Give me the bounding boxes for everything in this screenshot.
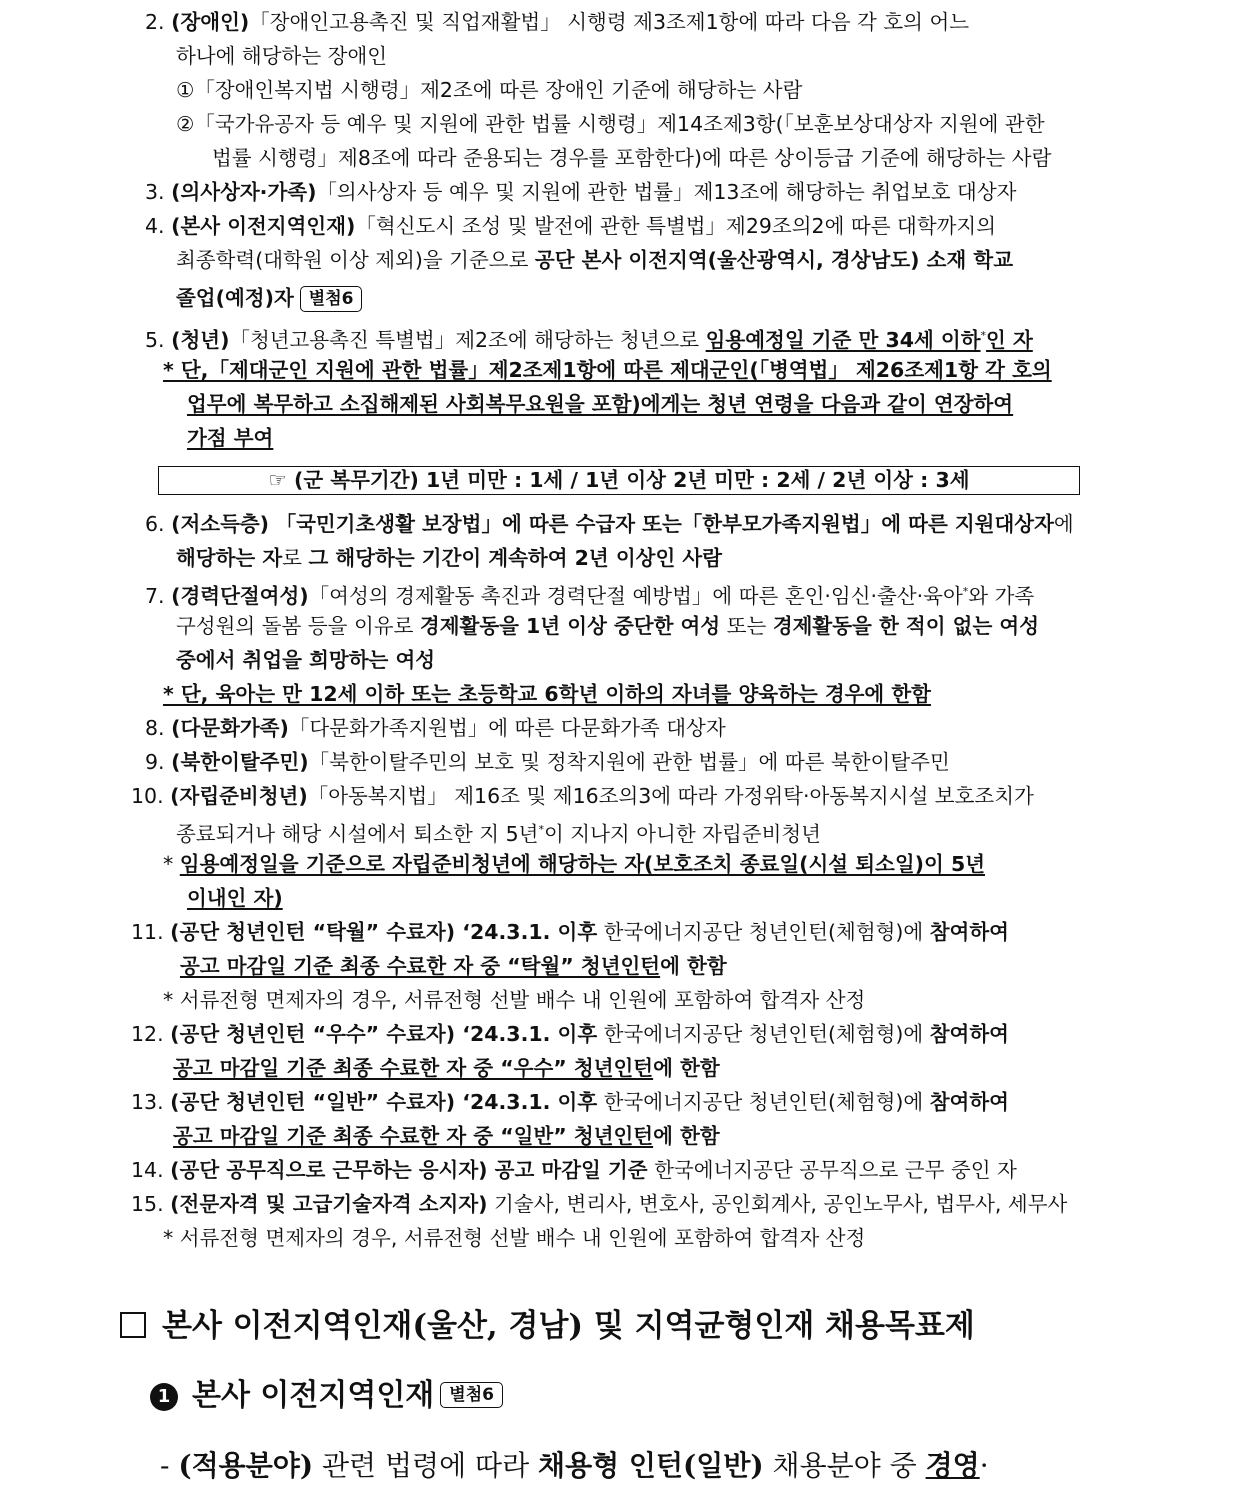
section-heading bbox=[120, 1306, 975, 1346]
item-11-line-2 bbox=[180, 952, 727, 980]
item-2-sub-2a: ②「국가유공자 등 예우 및 지원에 관한 법률 시행령」제14조제3항(「보훈보상대상자 지원에 관한 bbox=[176, 112, 1045, 136]
item-text: 「의사상자 등 예우 및 지원에 관한 법률」제13조에 해당하는 취업보호 대상자 bbox=[316, 180, 1017, 204]
item-emphasis: 공단 본사 이전지역(울산광역시, 경상남도) 소재 학교 bbox=[534, 248, 1013, 272]
item-14-line-1 bbox=[131, 1156, 1017, 1184]
item-title: (저소득층) bbox=[171, 512, 270, 536]
item-emphasis: 공고 마감일 기준 최종 수료한 자 중 “탁월” 청년인턴 bbox=[180, 954, 661, 978]
item-4-line-3 bbox=[176, 284, 362, 312]
item-number: 6. bbox=[145, 512, 165, 536]
field-emphasis: 경영 bbox=[925, 1449, 980, 1482]
item-text: 「여성의 경제활동 촉진과 경력단절 예방법」에 따른 혼인·임신·출산·육아 bbox=[308, 583, 963, 608]
item-text: 한국에너지공단 청년인턴(체험형)에 bbox=[597, 1022, 930, 1046]
item-number: 9. bbox=[145, 750, 165, 774]
item-text: 「아동복지법」 제16조 및 제16조의3에 따라 가정위탁·아동복지시설 보호조치가 bbox=[307, 784, 1034, 808]
item-title: (경력단절여성) bbox=[171, 583, 309, 608]
item-title: (공단 청년인턴 “탁월” 수료자) ‘24.3.1. 이후 bbox=[170, 920, 598, 944]
item-6-line-2 bbox=[176, 544, 722, 572]
item-5-note-3 bbox=[187, 424, 273, 452]
item-number: 3. bbox=[145, 180, 165, 204]
item-title: (다문화가족) bbox=[171, 716, 289, 740]
item-emphasis: 에 한함 bbox=[660, 954, 727, 978]
item-number: 7. bbox=[145, 583, 165, 608]
note-text: 이내인 자) bbox=[187, 886, 283, 910]
item-13-line-1 bbox=[131, 1088, 1009, 1116]
applicable-field-line bbox=[160, 1446, 989, 1486]
item-15-line-1 bbox=[131, 1190, 1067, 1218]
item-number: 10. bbox=[131, 784, 164, 808]
item-title: (공단 공무직으로 근무하는 응시자) 공고 마감일 기준 bbox=[170, 1158, 648, 1182]
item-text: 에 bbox=[1053, 512, 1074, 536]
item-2-line-1 bbox=[145, 8, 969, 36]
item-11-note: * 서류전형 면제자의 경우, 서류전형 선발 배수 내 인원에 포함하여 합격자 산정 bbox=[163, 988, 866, 1012]
item-4-line-1 bbox=[145, 212, 996, 240]
item-emphasis: 인 자 bbox=[986, 327, 1033, 352]
item-12-line-2 bbox=[173, 1054, 720, 1082]
item-text: 로 bbox=[282, 546, 309, 570]
item-number: 8. bbox=[145, 716, 165, 740]
item-text: 기술사, 변리사, 변호사, 공인회계사, 공인노무사, 법무사, 세무사 bbox=[487, 1192, 1068, 1216]
item-text: 최종학력(대학원 이상 제외)을 기준으로 bbox=[176, 248, 535, 272]
field-text: 관련 법령에 따라 bbox=[313, 1449, 539, 1482]
item-7-line-3 bbox=[176, 646, 435, 674]
subsection-heading bbox=[150, 1376, 503, 1416]
item-text: 한국에너지공단 청년인턴(체험형)에 bbox=[597, 1090, 930, 1114]
item-13-line-2 bbox=[173, 1122, 720, 1150]
item-number: 11. bbox=[131, 920, 164, 944]
attachment-tag: 별첨6 bbox=[300, 286, 363, 312]
attachment-tag: 별첨6 bbox=[440, 1382, 503, 1408]
item-5-note-1 bbox=[163, 356, 1052, 384]
item-2-sub-1: ①「장애인복지법 시행령」제2조에 따른 장애인 기준에 해당하는 사람 bbox=[176, 78, 803, 102]
item-5-line-1 bbox=[145, 322, 1033, 350]
footnote-mark: * bbox=[538, 823, 544, 836]
item-text: 「청년고용촉진 특별법」제2조에 해당하는 청년으로 bbox=[229, 327, 706, 352]
item-text: 「혁신도시 조성 및 발전에 관한 특별법」제29조의2에 따른 대학까지의 bbox=[355, 214, 997, 238]
item-10-line-1 bbox=[131, 782, 1034, 810]
item-emphasis: 경제활동을 한 적이 없는 여성 bbox=[772, 614, 1039, 638]
item-4-line-2 bbox=[176, 246, 1013, 274]
item-text: 한국에너지공단 청년인턴(체험형)에 bbox=[597, 920, 930, 944]
item-title: (청년) bbox=[171, 327, 230, 352]
item-2-line-2: 하나에 해당하는 장애인 bbox=[176, 44, 388, 68]
item-11-line-1 bbox=[131, 918, 1009, 946]
item-emphasis: 공고 마감일 기준 최종 수료한 자 중 “일반” 청년인턴 bbox=[173, 1124, 654, 1148]
item-emphasis: 해당하는 자 bbox=[176, 546, 283, 570]
section-heading-text: 본사 이전지역인재(울산, 경남) 및 지역균형인재 채용목표제 bbox=[162, 1308, 975, 1344]
item-15-note: * 서류전형 면제자의 경우, 서류전형 선발 배수 내 인원에 포함하여 합격자 산정 bbox=[163, 1226, 866, 1250]
circled-number-icon: 1 bbox=[150, 1383, 178, 1411]
item-text: 「다문화가족지원법」에 따른 다문화가족 대상자 bbox=[288, 716, 726, 740]
note-text: * 단,「제대군인 지원에 관한 법률」제2조제1항에 따른 제대군인(「병역법」 제26조제1항 각 호의 bbox=[163, 358, 1052, 382]
item-text: 구성원의 돌봄 등을 이유로 bbox=[176, 614, 420, 638]
item-title: (장애인) bbox=[171, 10, 250, 34]
item-text: 「북한이탈주민의 보호 및 정착지원에 관한 법률」에 따른 북한이탈주민 bbox=[308, 750, 950, 774]
item-text: 와 가족 bbox=[968, 583, 1035, 608]
note-text: 가점 부여 bbox=[187, 426, 274, 450]
item-emphasis: 참여하여 bbox=[929, 920, 1009, 944]
item-6-line-1 bbox=[145, 510, 1074, 538]
item-title: (공단 청년인턴 “우수” 수료자) ‘24.3.1. 이후 bbox=[170, 1022, 598, 1046]
item-9-line-1 bbox=[145, 748, 950, 776]
item-emphasis: 임용예정일 기준 만 34세 이하 bbox=[705, 327, 981, 352]
item-8-line-1 bbox=[145, 714, 726, 742]
item-text: 이 지나지 아니한 자립준비청년 bbox=[543, 821, 821, 846]
item-number: 14. bbox=[131, 1158, 164, 1182]
item-text: 또는 bbox=[720, 614, 773, 638]
field-label: (적용분야) bbox=[178, 1449, 314, 1482]
item-emphasis: 참여하여 bbox=[929, 1090, 1009, 1114]
military-service-box: ☞ (군 복무기간) 1년 미만 : 1세 / 1년 이상 2년 미만 : 2세 / 2년 이상 : 3세 bbox=[158, 466, 1080, 495]
item-emphasis: 공고 마감일 기준 최종 수료한 자 중 “우수” 청년인턴 bbox=[173, 1056, 654, 1080]
note-text: 업무에 복무하고 소집해제된 사회복무요원을 포함)에게는 청년 연령을 다음과 같이 연장하여 bbox=[187, 392, 1014, 416]
field-text: 채용분야 중 bbox=[763, 1449, 926, 1482]
item-emphasis: 참여하여 bbox=[929, 1022, 1009, 1046]
item-emphasis: 그 해당하는 기간이 계속하여 2년 이상인 사람 bbox=[308, 546, 723, 570]
item-emphasis: 경제활동을 1년 이상 중단한 여성 bbox=[419, 614, 721, 638]
item-5-note-2 bbox=[187, 390, 1013, 418]
field-emphasis: 채용형 인턴(일반) bbox=[538, 1449, 764, 1482]
note-star: * bbox=[163, 852, 180, 876]
dash-bullet: - bbox=[160, 1449, 179, 1482]
item-emphasis: 에 한함 bbox=[653, 1124, 720, 1148]
item-number: 12. bbox=[131, 1022, 164, 1046]
item-12-line-1 bbox=[131, 1020, 1009, 1048]
item-7-line-2 bbox=[176, 612, 1039, 640]
item-title: (전문자격 및 고급기술자격 소지자) bbox=[170, 1192, 488, 1216]
subsection-heading-text: 본사 이전지역인재 bbox=[192, 1378, 435, 1413]
footnote-mark: * bbox=[980, 329, 987, 342]
footnote-mark: * bbox=[962, 585, 969, 598]
item-7-note bbox=[163, 680, 931, 708]
item-title: (북한이탈주민) bbox=[171, 750, 309, 774]
item-number: 15. bbox=[131, 1192, 164, 1216]
note-text: 임용예정일을 기준으로 자립준비청년에 해당하는 자(보호조치 종료일(시설 퇴소일)이 5년 bbox=[179, 852, 986, 876]
item-emphasis: 「국민기초생활 보장법」에 따른 수급자 또는「한부모가족지원법」에 따른 지원대상자 bbox=[275, 512, 1054, 536]
item-3-line-1 bbox=[145, 178, 1016, 206]
item-number: 2. bbox=[145, 10, 165, 34]
item-number: 4. bbox=[145, 214, 165, 238]
item-text: 한국에너지공단 공무직으로 근무 중인 자 bbox=[647, 1158, 1017, 1182]
item-10-note-1 bbox=[163, 850, 985, 878]
item-title: (본사 이전지역인재) bbox=[171, 214, 356, 238]
checkbox-square-icon bbox=[120, 1312, 146, 1338]
item-10-line-2 bbox=[176, 816, 821, 844]
field-text: · bbox=[979, 1449, 989, 1482]
item-10-note-2 bbox=[187, 884, 283, 912]
item-number: 5. bbox=[145, 327, 165, 352]
item-emphasis: 졸업(예정)자 bbox=[176, 286, 294, 310]
item-7-line-1 bbox=[145, 578, 1034, 606]
item-text: 종료되거나 해당 시설에서 퇴소한 지 5년 bbox=[176, 821, 539, 846]
note-text: * 단, 육아는 만 12세 이하 또는 초등학교 6학년 이하의 자녀를 양육하는 경우에 한함 bbox=[163, 682, 931, 706]
item-title: (공단 청년인턴 “일반” 수료자) ‘24.3.1. 이후 bbox=[170, 1090, 598, 1114]
item-2-sub-2b: 법률 시행령」제8조에 따라 준용되는 경우를 포함한다)에 따른 상이등급 기준에 해당하는 사람 bbox=[212, 146, 1052, 170]
item-emphasis: 중에서 취업을 희망하는 여성 bbox=[176, 648, 436, 672]
item-title: (자립준비청년) bbox=[170, 784, 308, 808]
item-text: 「장애인고용촉진 및 직업재활법」 시행령 제3조제1항에 따라 다음 각 호의 어느 bbox=[249, 10, 970, 34]
item-title: (의사상자·가족) bbox=[171, 180, 317, 204]
item-number: 13. bbox=[131, 1090, 164, 1114]
item-emphasis: 에 한함 bbox=[653, 1056, 720, 1080]
